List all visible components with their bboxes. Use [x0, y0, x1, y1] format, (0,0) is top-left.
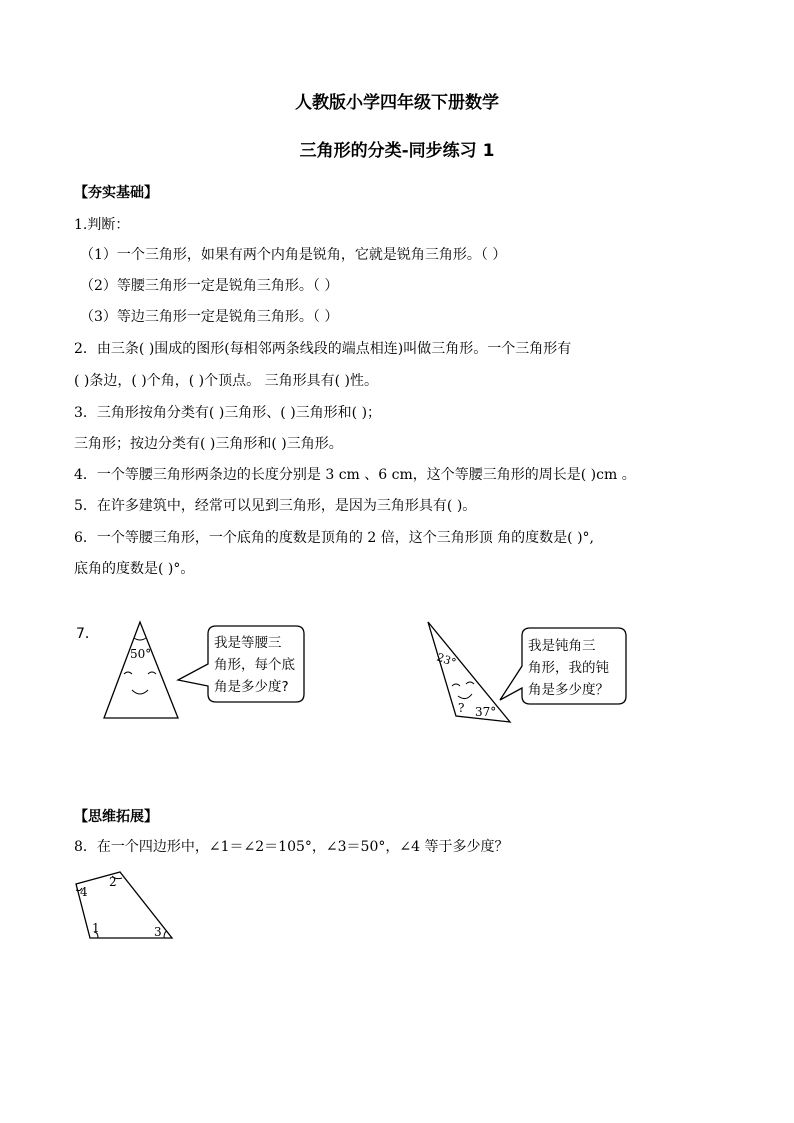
apex-angle-arc	[134, 638, 146, 640]
obtuse-triangle	[428, 622, 510, 722]
smile-icon	[132, 690, 148, 694]
question-4: 4．一个等腰三角形两条边的长度分别是 3 cm 、6 cm，这个等腰三角形的周长是( )cm 。	[74, 467, 636, 483]
bubble-line-3: 角是多少度？	[528, 682, 609, 698]
left-eye-icon	[452, 684, 460, 686]
question-1-stem: 1.判断：	[74, 217, 130, 233]
section-heading-extension: 【思维拓展】	[74, 809, 158, 825]
bubble-line-1: 我是等腰三	[214, 635, 282, 651]
question-3-line-2: 三角形；按边分类有( )三角形和( )三角形。	[74, 436, 343, 452]
smile-icon	[458, 694, 472, 699]
question-8: 8．在一个四边形中，∠1＝∠2＝105°，∠3＝50°，∠4 等于多少度？	[74, 839, 509, 855]
bottom-angle-label: 37°	[475, 705, 497, 719]
bubble-line-2: 角形，我的钝	[528, 660, 609, 676]
question-6-line-1: 6．一个等腰三角形，一个底角的度数是顶角的 2 倍，这个三角形顶 角的度数是( )°,	[74, 530, 594, 546]
page-title: 人教版小学四年级下册数学	[295, 93, 499, 113]
bubble-line-2: 角形，每个底	[214, 657, 295, 673]
angle-2-label: 2	[109, 875, 117, 889]
bubble-line-1: 我是钝角三	[528, 638, 596, 654]
question-2-line-2: ( )条边，( )个角，( )个顶点。 三角形具有( )性。	[74, 373, 378, 389]
question-3-line-1: 3．三角形按角分类有( )三角形、( )三角形和( )；	[74, 405, 382, 421]
top-angle-label: 23°	[434, 650, 458, 670]
question-2-line-1: 2．由三条( )围成的图形(每相邻两条线段的端点相连)叫做三角形。一个三角形有	[74, 341, 572, 357]
bubble-line-3: 角是多少度?	[214, 679, 289, 695]
isosceles-triangle-figure	[104, 622, 178, 718]
question-1-item-3: （3）等边三角形一定是锐角三角形。（ ）	[80, 309, 339, 325]
isosceles-triangle	[104, 622, 178, 718]
left-eye-icon	[124, 672, 132, 674]
obtuse-triangle-figure	[428, 622, 510, 722]
obtuse-speech-bubble	[500, 628, 626, 704]
question-5: 5．在许多建筑中，经常可以见到三角形，是因为三角形具有( )。	[74, 498, 477, 514]
page-subtitle: 三角形的分类-同步练习 1	[299, 141, 495, 161]
question-1-item-2: （2）等腰三角形一定是锐角三角形。（ ）	[80, 278, 339, 294]
quadrilateral-figure	[0, 860, 200, 950]
angle-1-label: 1	[92, 921, 100, 935]
right-eye-icon	[466, 682, 474, 684]
angle-3-label: 3	[154, 925, 162, 939]
question-1-item-1: （1）一个三角形，如果有两个内角是锐角，它就是锐角三角形。（ ）	[80, 247, 507, 263]
apex-angle-label: 50°	[130, 647, 152, 661]
question-7-number: 7．	[76, 626, 99, 642]
right-eye-icon	[148, 672, 156, 674]
isosceles-speech-bubble	[178, 626, 304, 702]
obtuse-angle-question: ?	[458, 701, 465, 715]
angle-4-label: 4	[80, 885, 88, 899]
question-6-line-2: 底角的度数是( )°。	[74, 561, 195, 577]
section-heading-basic: 【夯实基础】	[74, 185, 158, 201]
